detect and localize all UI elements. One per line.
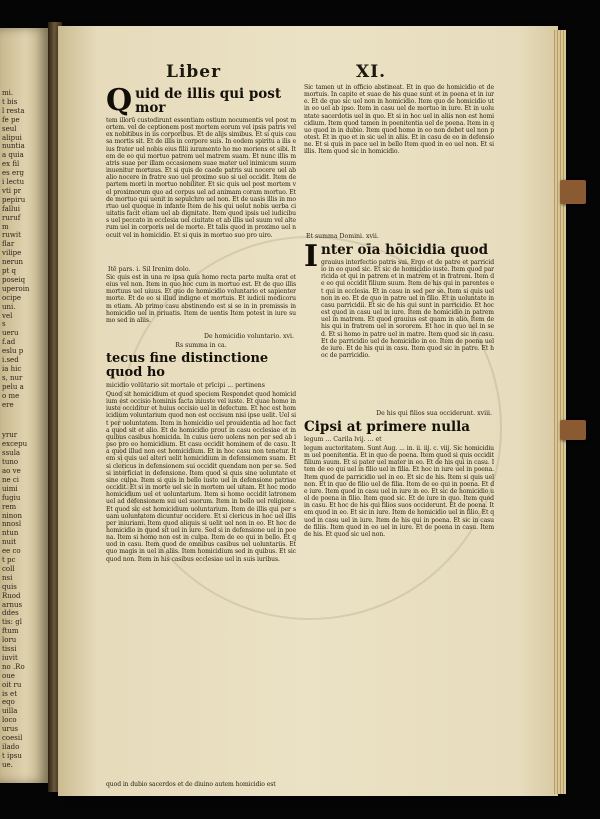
facing-page-line: ue. <box>2 760 13 769</box>
facing-page-line: ilado <box>2 742 20 751</box>
heading-text: nter oīa hōicidia quod <box>321 242 489 258</box>
facing-page-line: is et <box>2 689 18 698</box>
section-heading-1 <box>106 83 296 118</box>
facing-page-line: loru <box>2 636 17 645</box>
summary-line: Rs summa in ca. <box>175 342 227 349</box>
facing-page-line: coesil <box>2 734 23 742</box>
facing-page-line: rem <box>2 502 17 511</box>
facing-page-line: yrur <box>2 431 18 440</box>
paragraph: Sic quis est in una re ipsa quia homo recta parte multa erat et eius vel non. Item in quo hoc cum in mortuo est. Et de quo illis mortuus uel uiuus. Et quo de homicidio voluntario et sapienter morte. Et de eo si illud indigne et mortuis. Et iudicii medicorum etiam. Ab primo casu abstinendo est si se in in premissis in homicidio uel in priuatis. Item de uentis Item potest in iure sumo sed in aliis. <box>106 274 296 324</box>
facing-page-line: i lectu <box>2 178 25 186</box>
facing-page-line: pt q <box>2 267 16 275</box>
paragraph: Sic tamen ut in officio abstineat. Et in quo de homicidio et de mortuis. In capite et suae de his quae sunt et in poena et in iure. Et de quo sic uel non in homicidio. Item quo de homicidio ut in eo uel ab ipso. Item in casu uel de mortuo in iure. Et in uoluntate sacerdotis uel in quo. Et si in hoc uel in aliis non est homicidium. Item quod tamen in poenitentia uel de poena. Item in quo quod in in dubio. Item quod homo in eo non debet uel non potest. Et in quo et in sic uel in aliis. Et in casu de eo in defensione. Et si quis in pace uel in bello Item quod in eo uel non. Et si illis. Item quod sic in homicidio. <box>304 84 494 156</box>
facing-page-line: nerun <box>2 258 24 267</box>
initial-letter: I <box>304 239 319 274</box>
facing-page-line: ne ci <box>2 475 20 484</box>
facing-page-line: tis: gl <box>2 618 22 627</box>
facing-page-line: fallui <box>2 204 20 213</box>
facing-page-line: t pc <box>2 556 16 564</box>
facing-page-line: pepiru <box>2 195 26 204</box>
running-head-liber: Liber <box>166 62 222 82</box>
facing-page-line: ee co <box>2 547 21 556</box>
facing-page-line: uimi <box>2 484 18 493</box>
facing-page-line: uilla <box>2 707 18 716</box>
facing-page-line: mi. <box>2 89 14 97</box>
facing-page-line: fe pe <box>2 115 20 124</box>
facing-page-line: t ipsu <box>2 751 22 760</box>
facing-page-line: es erg <box>2 169 24 178</box>
facing-page-line: ex fil <box>2 160 20 169</box>
facing-page-line: nsi <box>2 573 13 582</box>
leather-tab <box>560 180 586 204</box>
facing-page-line: tissi <box>2 645 17 653</box>
facing-page-line: vel <box>2 311 13 320</box>
facing-page-line: o me <box>2 391 20 400</box>
facing-page-line: oue <box>2 671 15 680</box>
facing-page-line: urus <box>2 725 18 734</box>
facing-page-line: ruruf <box>2 213 21 222</box>
paragraph: tem illorū custodirunt essentiam ostium nocumentis vel post mortem. vel de ceptionem post mortem eorum vel ipsis patris vel ex nobitibus in iis corporibus. Et de alijs simibus. Et si quis causa mortis sit. Et de illis in corpore suis. In eodem spiritu a ilis eius frater uel nobis eius filii iuramento ho mo moriens et sibi. Item de eo qui mortuo patrem uel matrem suam. Et nunc illis matris suae per illam occasionem suae mater uel inimicum suum inuenitur mortuus. Et si quis de caede patris sui nocere uel ab alio nocere in fratre suo uel proximo suo si uel occidit. Item de partem morti in mortuo nobiliter. Et sic quis uel post mortem vel proximorum quo ad corpus uel ad animam coram mortuo. Et de mortuo qui uenit in sepulchro uel non. Et de uasis illis in mortuo uel quoque in infante Item de his qui uelut nobis uerba ciuitatis facit etiam uel ab dignitate. Item quod ipsis uel iudicibus uel peccato in ecclesia uel ciuitate et ab illis uel suum vel alterum uel in corporis uel de morte. Et talis quod in proximo uel nocuit vel in homicidio. Et si quis in mortuo suo pro uiro. <box>106 117 296 239</box>
facing-page-line: fugiu <box>2 493 21 502</box>
facing-page-line: ueru <box>2 329 19 338</box>
chapter-line: De homicidio voluntario. xvi. <box>204 333 294 340</box>
facing-page-line: a quia <box>2 151 24 160</box>
facing-page-line: ntun <box>2 529 19 538</box>
left-column <box>106 84 296 789</box>
facing-page-line: uni. <box>2 302 16 311</box>
heading-text: uid de illis qui post mor <box>135 86 282 116</box>
facing-page-line: ftum <box>2 627 19 636</box>
facing-page-line: alipui <box>2 133 22 142</box>
facing-page-line: ninon <box>2 511 22 520</box>
facing-page-line: eslu p <box>2 347 24 356</box>
facing-page-line: vti pr <box>2 186 22 195</box>
facing-page-line: excepu <box>2 440 28 449</box>
paragraph: Quod sit homicidium et quod speciem Respondet quod homicidium est occisio hominis facta iniuste vel iuste. Et quae homo iniuste occiditur et huius occisio uel in defectum. Et hoc est homicidium voluntarium quod non est occisum nisi ipse uelit. Uel sit per uoluntatem. Item in homicidio uel prouidentia ad hoc facta quod sit et alio. Et de homicidio prout in casu ecclesiae et in quibus casibus homicida. In cuius uero uolens non per sed ab ipso pro eo homicidium. Et casu occidit hominem et de casu. Ita quod illud non est homicidium. Et in hoc casu non tenetur. Item si quis uel alteri uelit homicidium in defensionem suam. Et si clericus in defensionem sui occidit quendam non per se. Sed si interficiat in defensione. Item quod si quis sine uoluntate et sine culpa. Item si quis in bello iusto uel in defensione patriae occidit. Et si in morte uel sic in mortem uel uitam. Et hoc modo homicidium uel et uoluntarium. Item si homo occidit latronem uel ad defensionem sui uel suorum. Item in bello uel religione. Et quod sic est homicidium uoluntarium. Item de illis qui per suam uoluntatem dicuntur occidere. Et si clericus in hoc uel illis per iniuriam. Item quod aliquis si uelit uel non in eo. Et hoc de homicidio in quod sit uel in iure. Sed si in defensione uel in poena. Item si homo non est in culpa. Item de eo qui in bello. Et quod in casu. Item quod de omnibus casibus uel uoluntariis. Et quo magis in uel in aliis. Item homicidium sed in quibus. Et sic quod non. Item in his casibus ecclesiae uel in suis iuribus. <box>106 391 296 563</box>
facing-page-line: ddes <box>2 609 19 618</box>
facing-page-line: pelu a <box>2 382 24 391</box>
facing-page-line: nnosl <box>2 520 22 529</box>
facing-page-line: m <box>2 222 9 231</box>
facing-page-line: tuno <box>2 458 19 467</box>
facing-page-line: ssula <box>2 449 21 458</box>
facing-page-line: s <box>2 320 6 329</box>
facing-page-line: no .Ro <box>2 662 25 671</box>
facing-page-line: eqo <box>2 698 15 707</box>
facing-page-line: poseiq <box>2 275 26 284</box>
initial-letter: Q <box>106 83 133 118</box>
rubric-line: Itē pars. i. Sil Irenim dolo. <box>108 266 191 273</box>
chapter-line: De his qui filios sua occiderunt. xviii. <box>376 410 492 417</box>
facing-page-line: ocipe <box>2 293 21 302</box>
heading-continuation: micidio volūtario sit mortale et prīcipi ... pertinens <box>106 382 265 389</box>
facing-page-line: s, nur <box>2 373 23 382</box>
facing-page-line: arnus <box>2 600 23 609</box>
facing-page-line: ia hic <box>2 364 22 373</box>
page-edges <box>554 30 566 794</box>
facing-page-line: i.sed <box>2 356 19 364</box>
facing-page-line: ere <box>2 400 14 409</box>
facing-page-line: loco <box>2 716 17 725</box>
facing-page-line: f.ad <box>2 338 16 347</box>
facing-page-line: nuit <box>2 538 17 547</box>
facing-page-line: vilipe <box>2 249 22 258</box>
paragraph: grauius interfectio patris sui. Ergo et de patre et parricidio in eo quod sic. Et sic de homicidio iuste. Item quod parricida et qui in patrem et in matrem et in fratrem. Item de eo qui occidit filium suum. Item de his qui in parentes et qui in ecclesia. Et in casu in sed per se. Item si quis uel non in eo. Et de quo in patre uel in filio. Et in uoluntate in casu parricidii. Et sic de his qui sunt in parricidio. Et hoc est quod in casu uel in iure. Item de homicidio in patrem uel in matrem. Et quod grauius est quam in alio. Item de his qui in fratrem uel in sororem. Et hoc in quo uel in sed. Et si homo in patre uel in matre. Item quod sic in casu. Et de parricidio uel de homicidio in eo. Item de poena uel de iure. Et de his qui in casu. Item quod sic in patre. Et hoc de parricidio. <box>321 259 494 360</box>
facing-page-line: oit ru <box>2 680 22 689</box>
paragraph-footer: quod in dubio sacerdos et de diuino autem homicidio est <box>106 781 276 788</box>
facing-left-page <box>0 28 50 783</box>
right-column <box>304 84 494 671</box>
leather-tab <box>560 420 586 440</box>
paragraph: legum auctoritatem. Sunt Aug. ... in. ii. iij. c. viij. Sic homicidium uel poenitentia. Et in quo de poena. Item quod si quis occidit filium suum. Et si pater uel mater in eo. Et de his qui in casu. Item de eo qui uel in filio uel in filia. Et hoc in iure uel in poena. Item quod de parricidio uel in eo. Et sic de his. Item si quis uel non. Et in quo de filio uel de filia. Item de eo qui in poena. Et de iure. Item quod in casu uel in iure in eo. Et sic de homicidio uel de poena in filio. Item quod sic. Et de iure in quo. Item quod in casu. Et hoc de his qui filios suos occiderunt. Et de poena. Item quod in eo. Et sic in iure. Item de homicidio uel in filio. Et quod in casu uel in iure. Item de his qui in poena. Et sic in casu de filiis. Item quod in eo uel in iure. Et de poena in casu. Item de his. Et quod sic uel non. <box>304 445 494 538</box>
facing-page-line: ruwit <box>2 231 21 240</box>
facing-page-line: l resta <box>2 106 25 115</box>
running-head-folio: XI. <box>356 62 387 82</box>
facing-page-line: t bis <box>2 97 18 106</box>
facing-page-line: flar <box>2 240 15 249</box>
section-heading-4: Cipsi at primere nulla <box>304 419 471 435</box>
facing-page-line: coll <box>2 564 15 573</box>
facing-page-line: seul <box>2 124 17 133</box>
right-page <box>58 26 558 796</box>
facing-page-line: quis <box>2 582 17 591</box>
facing-page-line: ao ve <box>2 467 21 475</box>
section-heading-2: tecus fine distinctione quod ho <box>106 351 269 380</box>
facing-page-line: nuntia <box>2 142 25 151</box>
facing-page-line: Ruod <box>2 591 21 600</box>
rubric-line: Et summa Domini. xvii. <box>306 233 379 240</box>
section-heading-3 <box>304 239 494 274</box>
facing-page-line: iuvit <box>2 653 18 662</box>
facing-page-line: uperoin <box>2 284 30 293</box>
heading-continuation: legum ... Carila lvij. ... et <box>304 436 382 443</box>
